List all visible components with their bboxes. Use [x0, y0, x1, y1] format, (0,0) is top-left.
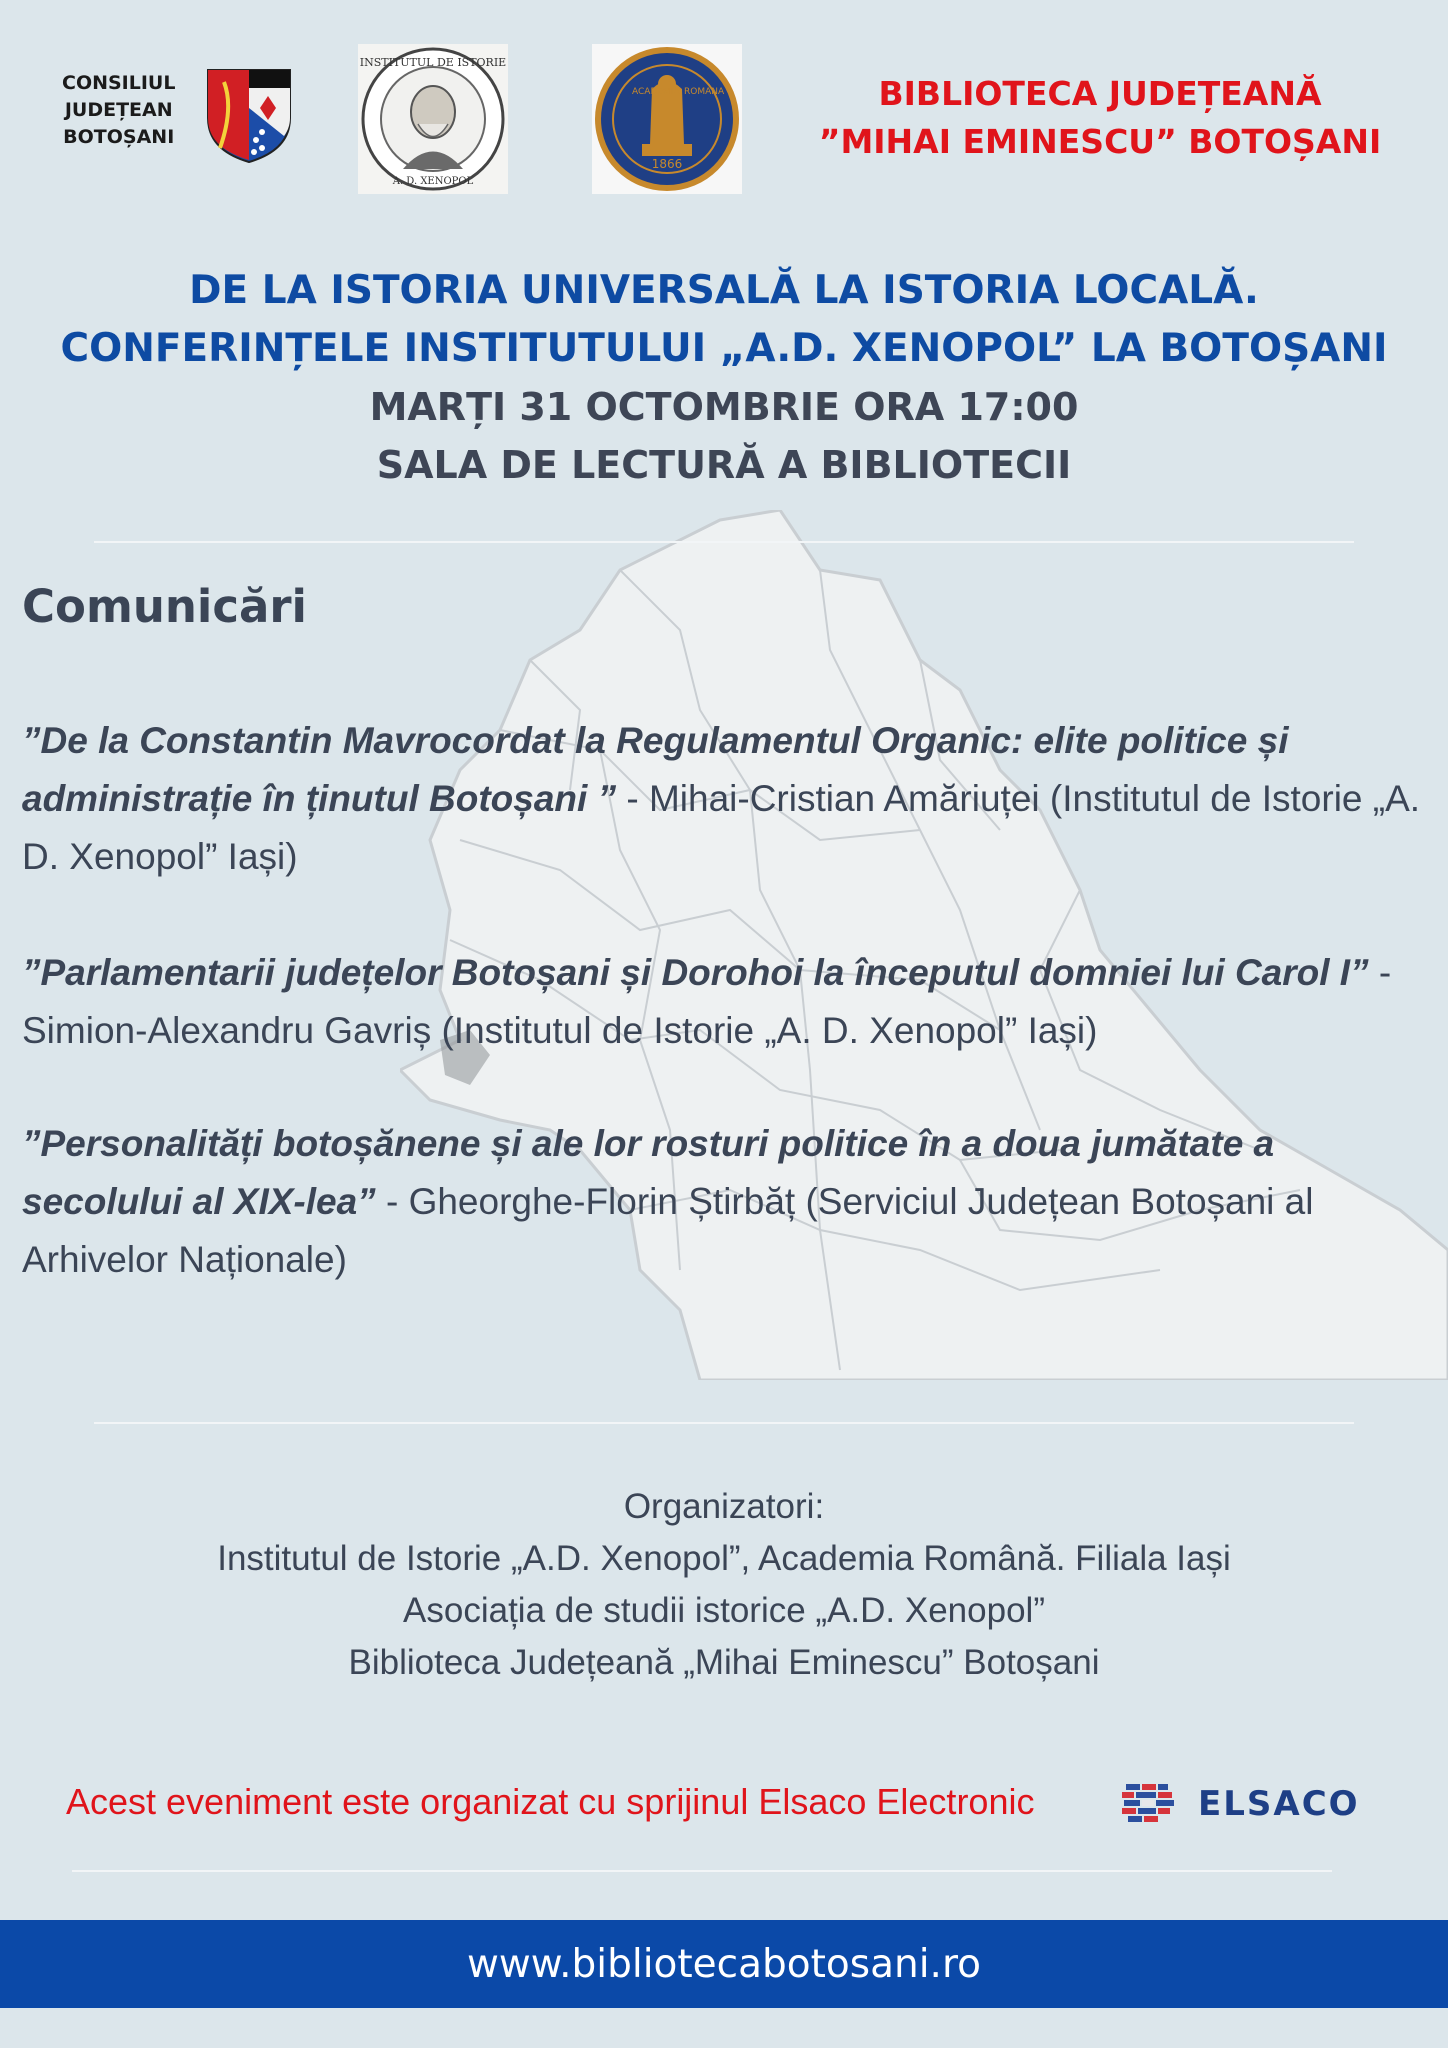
communication-author: - Gheorghe-Florin Știrbăț (Serviciul Județean Botoșani al Arhivelor Naționale) — [22, 1181, 1314, 1280]
xenopol-institute-logo — [358, 44, 508, 194]
svg-text:ROMANA: ROMANA — [684, 87, 725, 97]
event-title-line-2: CONFERINȚELE INSTITUTULUI „A.D. XENOPOL” LA BOTOȘANI — [60, 326, 1388, 371]
academia-seal-icon — [592, 44, 742, 194]
website-link[interactable]: www.bibliotecabotosani.ro — [467, 1941, 981, 1987]
communication-title: ”Personalități botoșănene și ale lor rosturi politice în a doua jumătate a secolului al XIX-lea” — [22, 1123, 1275, 1222]
library-name: BIBLIOTECA JUDEȚEANĂ ”MIHAI EMINESCU” BOTOȘANI — [818, 74, 1382, 161]
svg-text:A. D. XENOPOL: A. D. XENOPOL — [392, 176, 474, 187]
communication-author: - Mihai-Cristian Amăriuței (Institutul de Istorie „A. D. Xenopol” Iași) — [22, 778, 1421, 877]
organizers-label: Organizatori: — [623, 1487, 825, 1526]
county-coat-of-arms-icon — [206, 68, 292, 164]
organizer-line: Institutul de Istorie „A.D. Xenopol”, Academia Română. Filiala Iași — [217, 1539, 1231, 1578]
academia-romana-logo — [592, 44, 742, 194]
top-divider — [94, 541, 1354, 543]
communication-title: ”Parlamentarii județelor Botoșani și Dorohoi la începutul domniei lui Carol I” — [22, 952, 1369, 993]
xenopol-portrait-icon — [358, 44, 508, 194]
elsaco-logo-icon — [1122, 1782, 1178, 1826]
svg-text:ACADEMIA: ACADEMIA — [632, 87, 680, 97]
event-venue: SALA DE LECTURĂ A BIBLIOTECII — [376, 443, 1072, 487]
elsaco-brand-name: ELSACO — [1198, 1784, 1360, 1824]
bottom-divider — [72, 1870, 1332, 1872]
communication-item — [22, 712, 1432, 886]
communication-item — [22, 1115, 1432, 1289]
middle-divider — [94, 1422, 1354, 1424]
communication-author: - Simion-Alexandru Gavriș (Institutul de Istorie „A. D. Xenopol” Iași) — [22, 952, 1392, 1051]
communication-item — [22, 944, 1432, 1060]
event-title-line-1: DE LA ISTORIA UNIVERSALĂ LA ISTORIA LOCALĂ. — [189, 268, 1259, 313]
organizer-line: Biblioteca Județeană „Mihai Eminescu” Botoșani — [348, 1643, 1100, 1682]
sponsor-text: Acest eveniment este organizat cu sprijinul Elsaco Electronic — [66, 1781, 1035, 1822]
county-council-name: CONSILIUL JUDEȚEAN BOTOȘANI — [62, 72, 176, 148]
communication-title: ”De la Constantin Mavrocordat la Regulamentul Organic: elite politice și administrație în ținutul Botoșani ” — [22, 720, 1289, 819]
svg-text:1866: 1866 — [651, 157, 683, 171]
organizer-line: Asociația de studii istorice „A.D. Xenopol” — [403, 1591, 1045, 1630]
footer-bar — [0, 1920, 1448, 2008]
event-date: MARȚI 31 OCTOMBRIE ORA 17:00 — [369, 385, 1079, 429]
communications-heading: Comunicări — [22, 580, 307, 633]
svg-text:INSTITUTUL DE ISTORIE: INSTITUTUL DE ISTORIE — [359, 56, 507, 69]
